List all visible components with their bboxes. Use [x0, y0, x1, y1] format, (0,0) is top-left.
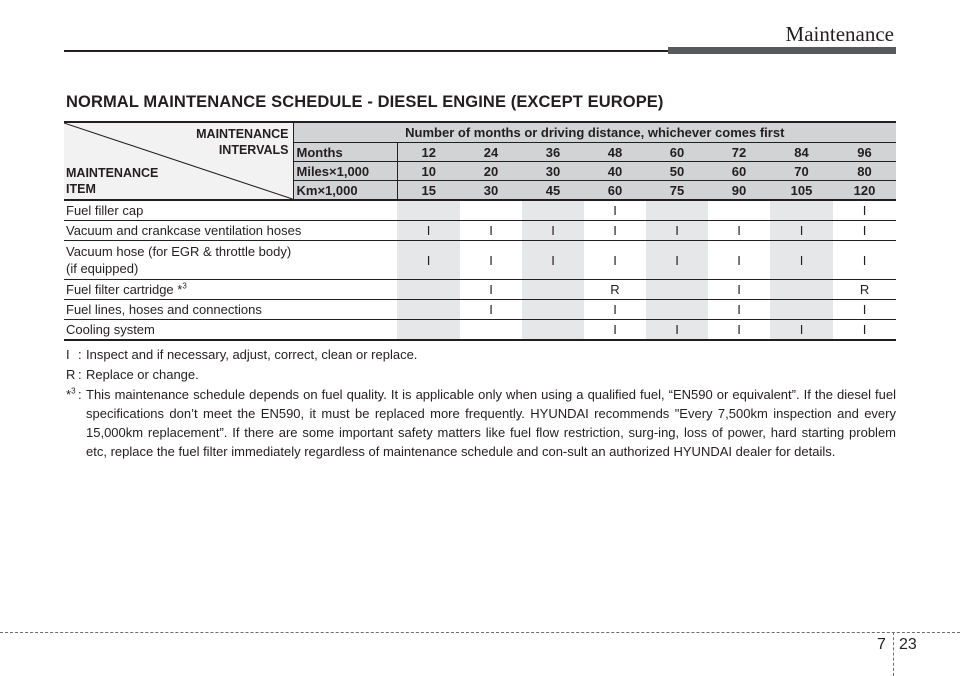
- schedule-cell: [770, 280, 833, 300]
- schedule-cell: [522, 300, 584, 320]
- table-row: [64, 200, 896, 221]
- maintenance-item-name: Vacuum and crankcase ventilation hoses: [64, 221, 397, 241]
- unit-value: 60: [646, 143, 708, 162]
- schedule-cell: [397, 300, 460, 320]
- unit-label: Miles×1,000: [293, 162, 397, 181]
- schedule-cell: I: [460, 300, 522, 320]
- table-row: [64, 320, 896, 341]
- unit-value: 120: [833, 181, 896, 201]
- schedule-cell: I: [584, 221, 646, 241]
- corner-item-label: [66, 165, 158, 197]
- schedule-cell: [397, 280, 460, 300]
- note-key: R: [66, 367, 76, 382]
- unit-value: 90: [708, 181, 770, 201]
- header-bar: [668, 47, 896, 54]
- unit-value: 12: [397, 143, 460, 162]
- table-row: [64, 241, 896, 280]
- maintenance-item-name: [64, 241, 397, 280]
- schedule-cell: I: [584, 241, 646, 280]
- legend-notes: [66, 345, 896, 462]
- item-name-line1: Vacuum hose (for EGR & throttle body): [66, 244, 292, 259]
- footnote-marker: 3: [182, 281, 187, 291]
- unit-value: 36: [522, 143, 584, 162]
- schedule-cell: [770, 200, 833, 221]
- schedule-cell: [397, 320, 460, 341]
- maintenance-item-name: Fuel filler cap: [64, 200, 397, 221]
- schedule-cell: I: [833, 200, 896, 221]
- schedule-cell: I: [770, 241, 833, 280]
- schedule-cell: I: [833, 300, 896, 320]
- schedule-cell: [770, 300, 833, 320]
- schedule-cell: I: [646, 241, 708, 280]
- schedule-cell: I: [460, 280, 522, 300]
- schedule-cell: [646, 300, 708, 320]
- schedule-cell: I: [708, 300, 770, 320]
- corner-item-line1: MAINTENANCE: [66, 166, 159, 180]
- schedule-cell: [460, 320, 522, 341]
- schedule-cell: I: [397, 241, 460, 280]
- schedule-cell: I: [708, 320, 770, 341]
- unit-value: 84: [770, 143, 833, 162]
- unit-value: 60: [708, 162, 770, 181]
- note-key: [66, 385, 78, 461]
- maintenance-schedule-table: [64, 121, 896, 341]
- unit-value: 40: [584, 162, 646, 181]
- footnote-marker: 3: [71, 386, 76, 396]
- schedule-cell: [708, 200, 770, 221]
- unit-value: 10: [397, 162, 460, 181]
- unit-value: 70: [770, 162, 833, 181]
- unit-value: 75: [646, 181, 708, 201]
- schedule-cell: I: [708, 241, 770, 280]
- unit-value: 45: [522, 181, 584, 201]
- schedule-cell: I: [770, 221, 833, 241]
- maintenance-item-name: [64, 280, 397, 300]
- unit-value: 60: [584, 181, 646, 201]
- unit-value: 24: [460, 143, 522, 162]
- schedule-cell: R: [833, 280, 896, 300]
- schedule-cell: [522, 200, 584, 221]
- schedule-cell: I: [646, 221, 708, 241]
- schedule-cell: I: [833, 320, 896, 341]
- unit-value: 105: [770, 181, 833, 201]
- unit-value: 50: [646, 162, 708, 181]
- schedule-cell: [460, 200, 522, 221]
- note-colon: :: [78, 387, 82, 402]
- schedule-cell: I: [833, 221, 896, 241]
- unit-value: 20: [460, 162, 522, 181]
- schedule-cell: [397, 200, 460, 221]
- corner-intervals-line2: INTERVALS: [218, 143, 289, 157]
- note-text: Replace or change.: [86, 367, 199, 382]
- schedule-cell: I: [708, 221, 770, 241]
- note-colon: :: [78, 367, 82, 382]
- section-title: NORMAL MAINTENANCE SCHEDULE - DIESEL ENGINE (EXCEPT EUROPE): [66, 93, 664, 111]
- table-row: [64, 280, 896, 300]
- schedule-cell: [522, 280, 584, 300]
- note-key: I: [66, 347, 70, 362]
- schedule-cell: I: [646, 320, 708, 341]
- note-text: Inspect and if necessary, adjust, correct, clean or replace.: [86, 347, 418, 362]
- unit-value: 30: [522, 162, 584, 181]
- unit-value: 48: [584, 143, 646, 162]
- item-name-line2: (if equipped): [66, 261, 139, 276]
- table-row: [64, 221, 896, 241]
- unit-value: 72: [708, 143, 770, 162]
- schedule-cell: I: [708, 280, 770, 300]
- chapter-number: 7: [877, 636, 886, 653]
- schedule-cell: I: [770, 320, 833, 341]
- header-rule: [64, 50, 668, 52]
- schedule-cell: [522, 320, 584, 341]
- schedule-cell: I: [522, 221, 584, 241]
- page-number-separator: [893, 632, 894, 676]
- schedule-cell: [646, 280, 708, 300]
- maintenance-item-name: Fuel lines, hoses and connections: [64, 300, 397, 320]
- schedule-cell: I: [584, 300, 646, 320]
- note-inspect: [66, 345, 896, 364]
- note-text: This maintenance schedule depends on fuel quality. It is applicable only when using a qualified fuel, “EN590 or equivalent”. If the diesel fuel specifications don’t meet the EN590, it must be replaced more frequently. HYUNDAI recommends "Every 7,500km inspection and every 15,000km replacement”. If there are some important safety matters like fuel flow restriction, surg-ing, loss of power, hard starting problem etc, replace the fuel filter immediately regardless of maintenance schedule and con-sult an authorized HYUNDAI dealer for details.: [86, 387, 896, 459]
- unit-value: 80: [833, 162, 896, 181]
- schedule-cell: I: [522, 241, 584, 280]
- note-footnote: [66, 385, 896, 461]
- running-header-title: Maintenance: [785, 22, 894, 46]
- corner-item-line2: ITEM: [66, 182, 96, 196]
- schedule-cell: I: [397, 221, 460, 241]
- note-replace: [66, 365, 896, 384]
- schedule-cell: [646, 200, 708, 221]
- table-corner-header: [64, 122, 293, 200]
- schedule-cell: I: [460, 221, 522, 241]
- page-number: 23: [899, 636, 917, 653]
- schedule-cell: R: [584, 280, 646, 300]
- schedule-cell: I: [584, 320, 646, 341]
- schedule-cell: I: [833, 241, 896, 280]
- interval-header: Number of months or driving distance, whichever comes first: [293, 122, 896, 143]
- note-colon: :: [78, 347, 82, 362]
- corner-intervals-label: [196, 126, 288, 158]
- unit-value: 96: [833, 143, 896, 162]
- unit-value: 30: [460, 181, 522, 201]
- footer-rule: [0, 632, 960, 633]
- unit-label: Km×1,000: [293, 181, 397, 201]
- schedule-cell: I: [460, 241, 522, 280]
- item-name-text: Fuel filter cartridge *: [66, 282, 183, 297]
- note-key-star: *: [66, 387, 72, 402]
- table-row: [64, 300, 896, 320]
- unit-label: Months: [293, 143, 397, 162]
- unit-value: 15: [397, 181, 460, 201]
- maintenance-item-name: Cooling system: [64, 320, 397, 341]
- schedule-cell: I: [584, 200, 646, 221]
- corner-intervals-line1: MAINTENANCE: [196, 127, 289, 141]
